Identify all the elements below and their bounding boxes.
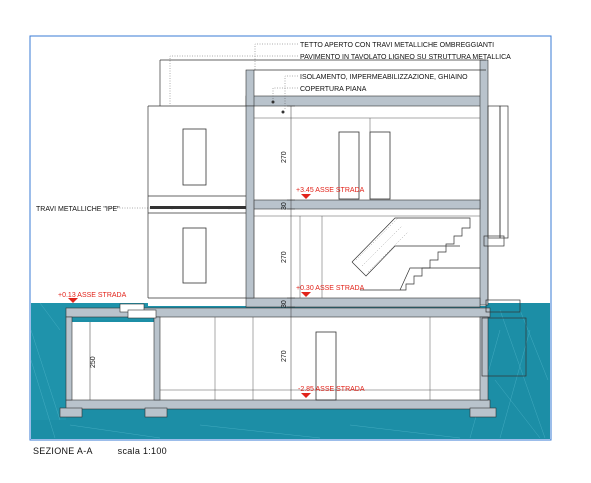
annotation-roof-line1: TETTO APERTO CON TRAVI METALLICHE OMBREGGIANTI [300,42,495,49]
dimension-slab-1: 30 [281,202,288,210]
caption-title: SEZIONE A-A [33,446,93,456]
basement-cellar [70,322,158,404]
drawing-caption [33,446,189,456]
annotation-insulation-line2: COPERTURA PIANA [300,86,367,93]
level-label-plus030: +0.30 ASSE STRADA [296,285,365,292]
annotation-roof-line2: PAVIMENTO IN TAVOLATO LIGNEO SU STRUTTURA METALLICA [300,54,511,61]
level-label-plus345: +3.45 ASSE STRADA [296,187,365,194]
annotation-beams: TRAVI METALLICHE "IPE" [36,206,120,213]
dimension-upper-floor: 270 [281,151,288,163]
caption-scale: scala 1:100 [117,446,167,456]
dimension-cellar: 250 [90,356,97,368]
dimension-slab-2: 30 [281,300,288,308]
level-label-plus013: +0.13 ASSE STRADA [58,292,127,299]
dimension-ground-floor: 270 [281,251,288,263]
annotation-insulation-line1: ISOLAMENTO, IMPERMEABILIZZAZIONE, GHIAINO [300,74,468,81]
dimension-basement: 270 [281,350,288,362]
level-label-minus285: -2.85 ASSE STRADA [298,386,365,393]
